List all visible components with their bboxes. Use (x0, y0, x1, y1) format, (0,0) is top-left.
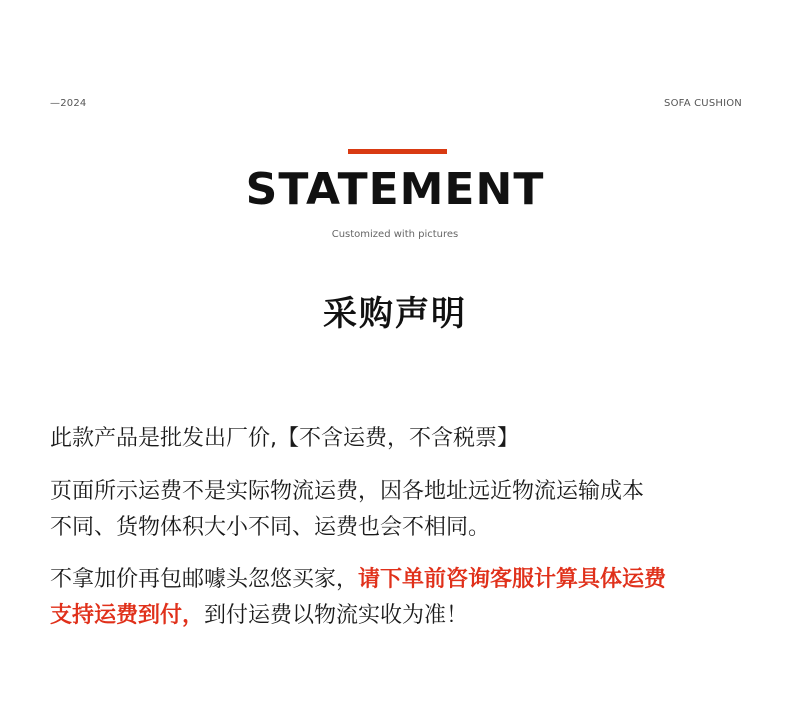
paragraph-consult-note (50, 562, 750, 634)
brand-mark: SOFA CUSHION (664, 98, 742, 109)
cod-plain-text: 到付运费以物流实收为准！ (204, 603, 469, 628)
page-subheadline: Customized with pictures (331, 229, 459, 240)
shipping-note-line-1: 页面所示运费不是实际物流运费，因各地址远近物流运输成本 (50, 479, 645, 504)
shipping-note-line-2: 不同、货物体积大小不同、运费也会不相同。 (50, 515, 491, 540)
page-headline: STATEMENT (245, 164, 545, 215)
consult-plain-text: 不拿加价再包邮噱头忽悠买家， (50, 567, 359, 592)
consult-note-line-2 (50, 598, 750, 634)
paragraph-shipping-note (50, 474, 750, 546)
consult-note-line-1 (50, 562, 750, 598)
year-mark: —2024 (50, 98, 87, 109)
paragraph-price-text: 此款产品是批发出厂价,【不含运费，不含税票】 (50, 426, 519, 451)
cod-highlight-text: 支持运费到付， (50, 603, 205, 628)
page-title: 采购声明 (323, 294, 467, 334)
paragraph-price-note (50, 421, 750, 457)
accent-bar (348, 149, 447, 154)
consult-highlight-text: 请下单前咨询客服计算具体运费 (358, 567, 667, 592)
